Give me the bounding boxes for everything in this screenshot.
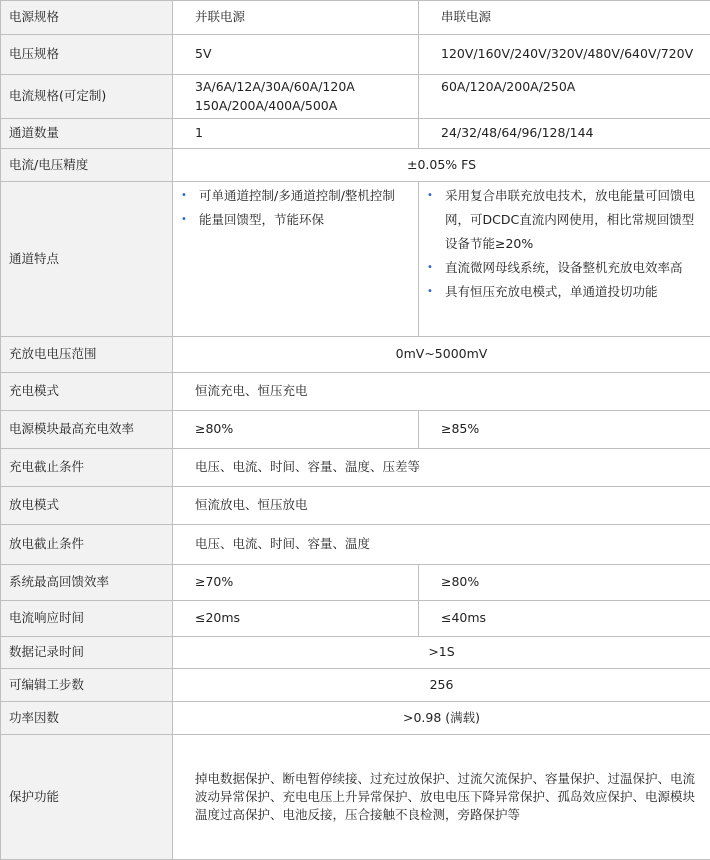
- label-charge-cutoff: 充电截止条件: [1, 449, 173, 487]
- series-channel-features: [419, 182, 710, 337]
- series-current-spec: 60A/120A/200A/250A: [419, 75, 710, 119]
- label-discharge-mode: 放电模式: [1, 487, 173, 525]
- row-current-spec: [1, 75, 710, 119]
- label-power-spec: 电源规格: [1, 1, 173, 35]
- row-discharge-cutoff: [1, 525, 710, 565]
- row-power-spec: [1, 1, 710, 35]
- row-protection: [1, 735, 710, 860]
- row-channel-count: [1, 119, 710, 149]
- parallel-module-efficiency: ≥80%: [173, 411, 419, 449]
- parallel-voltage-spec: 5V: [173, 35, 419, 75]
- value-discharge-mode: 恒流放电、恒压放电: [173, 487, 710, 525]
- row-response-time: [1, 601, 710, 637]
- list-item: • 具有恒压充放电模式，单通道投切功能: [423, 280, 702, 304]
- row-accuracy: [1, 149, 710, 182]
- row-power-factor: [1, 702, 710, 735]
- row-voltage-range: [1, 337, 710, 373]
- label-module-efficiency: 电源模块最高充电效率: [1, 411, 173, 449]
- series-feature-list: [423, 184, 702, 304]
- parallel-current-line1: 3A/6A/12A/30A/60A/120A: [195, 78, 410, 96]
- row-charge-cutoff: [1, 449, 710, 487]
- label-charge-mode: 充电模式: [1, 373, 173, 411]
- row-channel-features: [1, 182, 710, 337]
- parallel-current-line2: 150A/200A/400A/500A: [195, 97, 410, 115]
- list-item: • 直流微网母线系统，设备整机充放电效率高: [423, 256, 702, 280]
- parallel-response-time: ≤20ms: [173, 601, 419, 637]
- label-record-time: 数据记录时间: [1, 637, 173, 669]
- parallel-current-spec: [173, 75, 419, 119]
- series-module-efficiency: ≥85%: [419, 411, 710, 449]
- label-discharge-cutoff: 放电截止条件: [1, 525, 173, 565]
- value-charge-mode: 恒流充电、恒压充电: [173, 373, 710, 411]
- list-item: • 采用复合串联充放电技术，放电能量可回馈电网，可DCDC直流内网使用，相比常规回馈型设备节能≥20%: [423, 184, 702, 256]
- series-power-spec: 串联电源: [419, 1, 710, 35]
- series-voltage-spec: 120V/160V/240V/320V/480V/640V/720V: [419, 35, 710, 75]
- parallel-feature-list: [177, 184, 410, 232]
- series-response-time: ≤40ms: [419, 601, 710, 637]
- parallel-power-spec: 并联电源: [173, 1, 419, 35]
- label-accuracy: 电流/电压精度: [1, 149, 173, 182]
- label-current-spec: 电流规格(可定制): [1, 75, 173, 119]
- row-discharge-mode: [1, 487, 710, 525]
- value-voltage-range: 0mV~5000mV: [173, 337, 710, 373]
- label-steps: 可编辑工步数: [1, 669, 173, 702]
- value-discharge-cutoff: 电压、电流、时间、容量、温度: [173, 525, 710, 565]
- parallel-channel-features: [173, 182, 419, 337]
- value-protection: 掉电数据保护、断电暂停续接、过充过放保护、过流欠流保护、容量保护、过温保护、电流波动异常保护、充电电压上升异常保护、放电电压下降异常保护、孤岛效应保护、电源模块温度过高保护、电池反接，压合接触不良检测，旁路保护等: [173, 735, 710, 860]
- parallel-feedback-efficiency: ≥70%: [173, 565, 419, 601]
- value-power-factor: >0.98 (满载): [173, 702, 710, 735]
- series-channel-count: 24/32/48/64/96/128/144: [419, 119, 710, 149]
- row-record-time: [1, 637, 710, 669]
- row-steps: [1, 669, 710, 702]
- value-record-time: >1S: [173, 637, 710, 669]
- value-accuracy: ±0.05% FS: [173, 149, 710, 182]
- label-response-time: 电流响应时间: [1, 601, 173, 637]
- value-charge-cutoff: 电压、电流、时间、容量、温度、压差等: [173, 449, 710, 487]
- row-charge-mode: [1, 373, 710, 411]
- list-item: • 可单通道控制/多通道控制/整机控制: [177, 184, 410, 208]
- list-item: • 能量回馈型，节能环保: [177, 208, 410, 232]
- series-feedback-efficiency: ≥80%: [419, 565, 710, 601]
- label-power-factor: 功率因数: [1, 702, 173, 735]
- parallel-channel-count: 1: [173, 119, 419, 149]
- row-feedback-efficiency: [1, 565, 710, 601]
- value-steps: 256: [173, 669, 710, 702]
- row-voltage-spec: [1, 35, 710, 75]
- label-voltage-spec: 电压规格: [1, 35, 173, 75]
- label-channel-features: 通道特点: [1, 182, 173, 337]
- label-voltage-range: 充放电电压范围: [1, 337, 173, 373]
- label-feedback-efficiency: 系统最高回馈效率: [1, 565, 173, 601]
- row-module-efficiency: [1, 411, 710, 449]
- label-channel-count: 通道数量: [1, 119, 173, 149]
- label-protection: 保护功能: [1, 735, 173, 860]
